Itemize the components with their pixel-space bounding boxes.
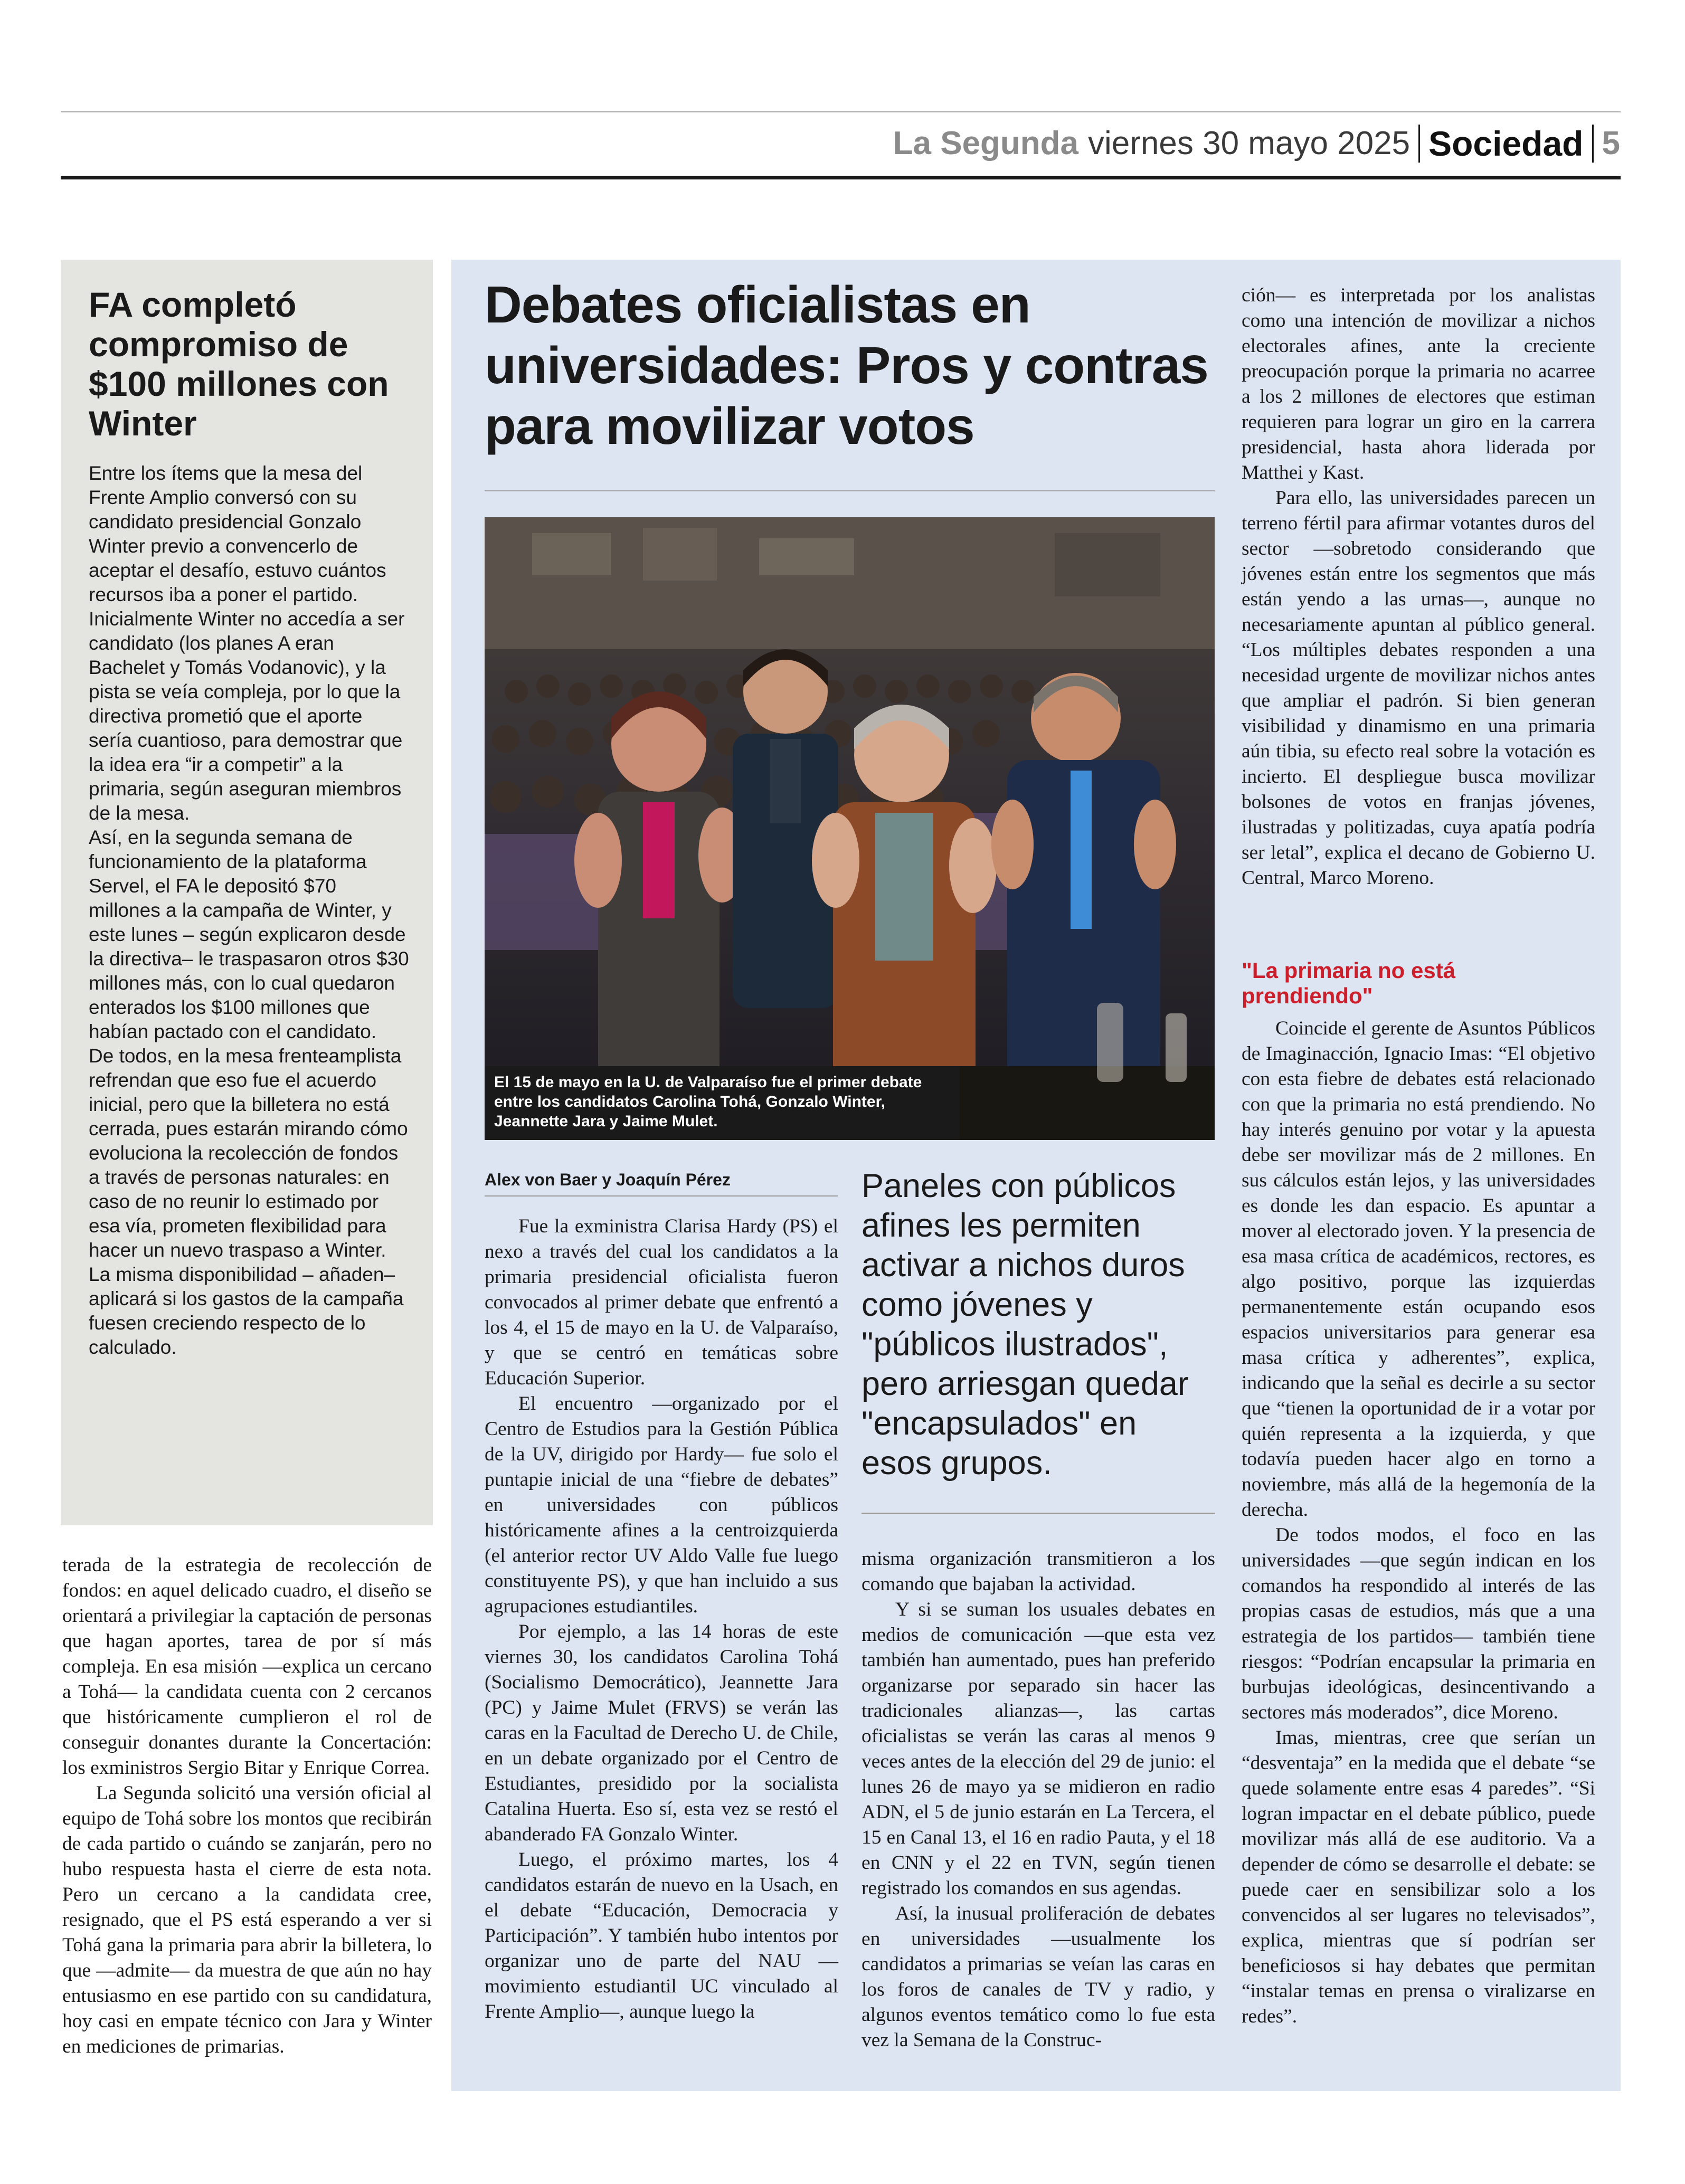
- pull-quote: Paneles con públicos afines les permiten activar a nichos duros como jóvenes y "públicos ilustrados", pero arriesgan quedar "encapsulados" en esos grupos.: [862, 1167, 1189, 1482]
- body-paragraph: De todos modos, el foco en las universidades —que según indican en los comandos ha respondido al interés de las propias casas de estudios, más que a una estrategia de los partidos— también tiene riesgos: “Podrían encapsular la primaria en burbujas ideológicas, desincentivando a sectores más moderados”, dice Moreno.: [1242, 1524, 1595, 1723]
- left-column-text: [62, 1553, 432, 2059]
- sidebar-paragraph: La misma disponibilidad – añaden– aplicará si los gastos de la campaña fuesen creciendo respecto de lo calculado.: [89, 1264, 404, 1358]
- debate-photo-illustration: [485, 517, 1215, 1140]
- header-top-rule: [61, 111, 1621, 112]
- page-number: 5: [1602, 125, 1620, 162]
- article-column-2: [862, 1546, 1215, 2053]
- article-column-3a: [1242, 283, 1595, 891]
- body-paragraph: terada de la estrategia de recolección de fondos: en aquel delicado cuadro, el diseño se orientará a privilegiar la captación de personas que hagan aportes, tarea de por sí más compleja. En esa misión —explica un cercano a Tohá— la candidata cuenta con 2 cercanos que históricamente cumplieron el rol de conseguir donantes durante la Concertación: los exministros Sergio Bitar y Enrique Correa.: [62, 1554, 432, 1779]
- body-paragraph: Luego, el próximo martes, los 4 candidatos estarán de nuevo en la Usach, en el debate “Educación, Democracia y Participación”. Y también hubo intentos por organizar uno de parte del NAU —movimiento estudiantil UC vinculado al Frente Amplio—, aunque luego la: [485, 1849, 838, 2022]
- sidebar-title: FA completó compromiso de $100 millones con Winter: [89, 285, 389, 443]
- newspaper-name: La Segunda: [893, 125, 1079, 162]
- byline-rule: [485, 1195, 838, 1197]
- sidebar-paragraph: De todos, en la mesa frenteamplista refrendan que eso fue el acuerdo inicial, pero que la billetera no está cerrada, pues estarán mirando cómo evoluciona la recolección de fondos a través de personas naturales: en caso de no reunir lo estimado por esa vía, prometen flexibilidad para hacer un nuevo traspaso a Winter.: [89, 1045, 408, 1261]
- body-paragraph: La Segunda solicitó una versión oficial al equipo de Tohá sobre los montos que recibirán de cada partido o cuándo se zanjarán, pero no hubo respuesta hasta el cierre de esta nota. Pero un cercano a la candidata cree, resignado, que el PS está esperando a ver si Tohá gana la primaria para abrir la billetera, lo que —admite— da muestra de que aún no hay entusiasmo en ese partido con su candidatura, hoy casi en empate técnico con Jara y Winter en mediciones de primarias.: [62, 1782, 432, 2057]
- article-column-3b: [1242, 1016, 1595, 2029]
- byline: Alex von Baer y Joaquín Pérez: [485, 1170, 731, 1189]
- section-name: Sociedad: [1428, 124, 1584, 163]
- sidebar-body: [89, 461, 411, 1360]
- body-paragraph: misma organización transmitieron a los comando que bajaban la actividad.: [862, 1548, 1215, 1595]
- article-column-1: [485, 1214, 838, 2025]
- body-paragraph: ción— es interpretada por los analistas como una intención de movilizar a nichos electorales afines, ante la creciente preocupación porque la primaria no acarree a los 2 millones de electores que estiman requieren para lograr un giro en la carrera presidencial, hasta ahora liderada por Matthei y Kast.: [1242, 284, 1595, 483]
- body-paragraph: Y si se suman los usuales debates en medios de comunicación —que esta vez también han aumentado, pues han preferido organizarse por separado sin hacer las tradicionales alianzas—, las cartas oficialistas se verán las caras al menos 9 veces antes de la elección del 29 de junio: el lunes 26 de mayo ya se midieron en radio ADN, el 5 de junio estarán en La Tercera, el 15 en Canal 13, el 16 en radio Pauta, y el 18 en CNN y el 22 en TVN, según tienen registrado los comandos en sus agendas.: [862, 1599, 1215, 1899]
- pull-quote-rule: [862, 1513, 1215, 1514]
- body-paragraph: Por ejemplo, a las 14 horas de este viernes 30, los candidatos Carolina Tohá (Socialismo Democrático), Jeannette Jara (PC) y Jaime Mulet (FRVS) se verán las caras en la Facultad de Derecho U. de Chile, en un debate organizado por el Centro de Estudiantes, presidido por la socialista Catalina Huerta. Eso sí, esta vez se restó el abanderado FA Gonzalo Winter.: [485, 1621, 838, 1845]
- body-paragraph: Así, la inusual proliferación de debates en universidades —usualmente los candidatos a primarias se veían las caras en los foros de canales de TV y radio, y algunos eventos temático como lo fue esta vez la Semana de la Construc-: [862, 1903, 1215, 2051]
- body-paragraph: Coincide el gerente de Asuntos Públicos de Imaginacción, Ignacio Imas: “El objetivo con esta fiebre de debates está relacionado con que la primaria no está prendiendo. No hay interés genuino por votar y la apuesta debe ser movilizar más de 2 millones. En sus cálculos están lejos, y las universidades es donde les dan espacio. Es apuntar a mover al electorado joven. Y la presencia de esa masa crítica de académicos, rectores, es algo positivo, porque las izquierdas permanentemente están ocupando esos espacios universitarios para generar esa masa crítica y adherentes”, explica, indicando que la señal es decirle a su sector que “tienen la oportunidad de ir a votar por quién representa a la izquierda, y que todavía pueden hacer algo en torno a noviembre, más allá de la hegemonía de la derecha.: [1242, 1018, 1595, 1521]
- article-headline: Debates oficialistas en universidades: Pros y contras para movilizar votos: [485, 276, 1208, 455]
- issue-date: viernes 30 mayo 2025: [1088, 125, 1411, 162]
- body-paragraph: El encuentro —organizado por el Centro de Estudios para la Gestión Pública de la UV, dirigido por Hardy— fue solo el puntapie inicial de una “fiebre de debates” en universidades con públicos históricamente afines a la centroizquierda (el anterior rector UV Aldo Valle fue luego constituyente PS), y que han incluido a sus agrupaciones estudiantiles.: [485, 1393, 838, 1617]
- body-paragraph: Fue la exministra Clarisa Hardy (PS) el nexo a través del cual los candidatos a la primaria presidencial oficialista fueron convocados al primer debate que enfrentó a los 4, el 15 de mayo en la U. de Valparaíso, y que se centró en temáticas sobre Educación Superior.: [485, 1216, 838, 1389]
- sidebar-paragraph: Entre los ítems que la mesa del Frente Amplio conversó con su candidato presidencial Gonzalo Winter previo a convencerlo de aceptar el desafío, estuvo cuántos recursos iba a poner el partido. Inicialmente Winter no accedía a ser candidato (los planes A eran Bachelet y Tomás Vodanovic), y la pista se veía compleja, por lo que la directiva prometió que el aporte sería cuantioso, para demostrar que la idea era “ir a competir” a la primaria, según aseguran miembros de la mesa.: [89, 462, 405, 824]
- page-header: [893, 117, 1620, 170]
- header-bottom-rule: [61, 176, 1621, 179]
- body-paragraph: Imas, mientras, cree que serían un “desventaja” en la medida que el debate “se quede solamente entre esas 4 paredes”. “Si logran impactar en el debate público, puede movilizar más allá de ese auditorio. Va a depender de cómo se desarrolle el debate: se puede caer en sensibilizar solo a los convencidos al ser lugares no televisados”, explica, mientras que sí podrían ser beneficiosos si hay debates que permitan “instalar temas en prensa o viralizarse en redes”.: [1242, 1727, 1595, 2027]
- header-divider: [1592, 125, 1594, 163]
- photo-caption: El 15 de mayo en la U. de Valparaíso fue el primer debate entre los candidatos Carolina Tohá, Gonzalo Winter, Jeannette Jara y Jaime Mulet.: [485, 1066, 960, 1140]
- section-subhead: "La primaria no está prendiendo": [1242, 958, 1456, 1008]
- headline-rule: [485, 490, 1215, 491]
- header-divider: [1418, 125, 1420, 163]
- sidebar-paragraph: Así, en la segunda semana de funcionamiento de la plataforma Servel, el FA le depositó $70 millones a la campaña de Winter, y este lunes – según explicaron desde la directiva– le traspasaron otros $30 millones más, con lo cual quedaron enterados los $100 millones que habían pactado con el candidato.: [89, 827, 409, 1042]
- body-paragraph: Para ello, las universidades parecen un terreno fértil para afirmar votantes duros del sector —sobretodo considerando que jóvenes están entre los segmentos que más están yendo a las urnas—, aunque no necesariamente apuntan al público general. “Los múltiples debates responden a una necesidad urgente de movilizar nichos antes que ampliar el padrón. Si bien generan visibilidad y dinamismo en una primaria aún tibia, su efecto real sobre la votación es incierto. El despliegue busca movilizar bolsones de votos en franjas jóvenes, ilustradas y politizadas, cuya apatía podría ser letal”, explica el decano de Gobierno U. Central, Marco Moreno.: [1242, 487, 1595, 889]
- debate-photo: [485, 517, 1215, 1140]
